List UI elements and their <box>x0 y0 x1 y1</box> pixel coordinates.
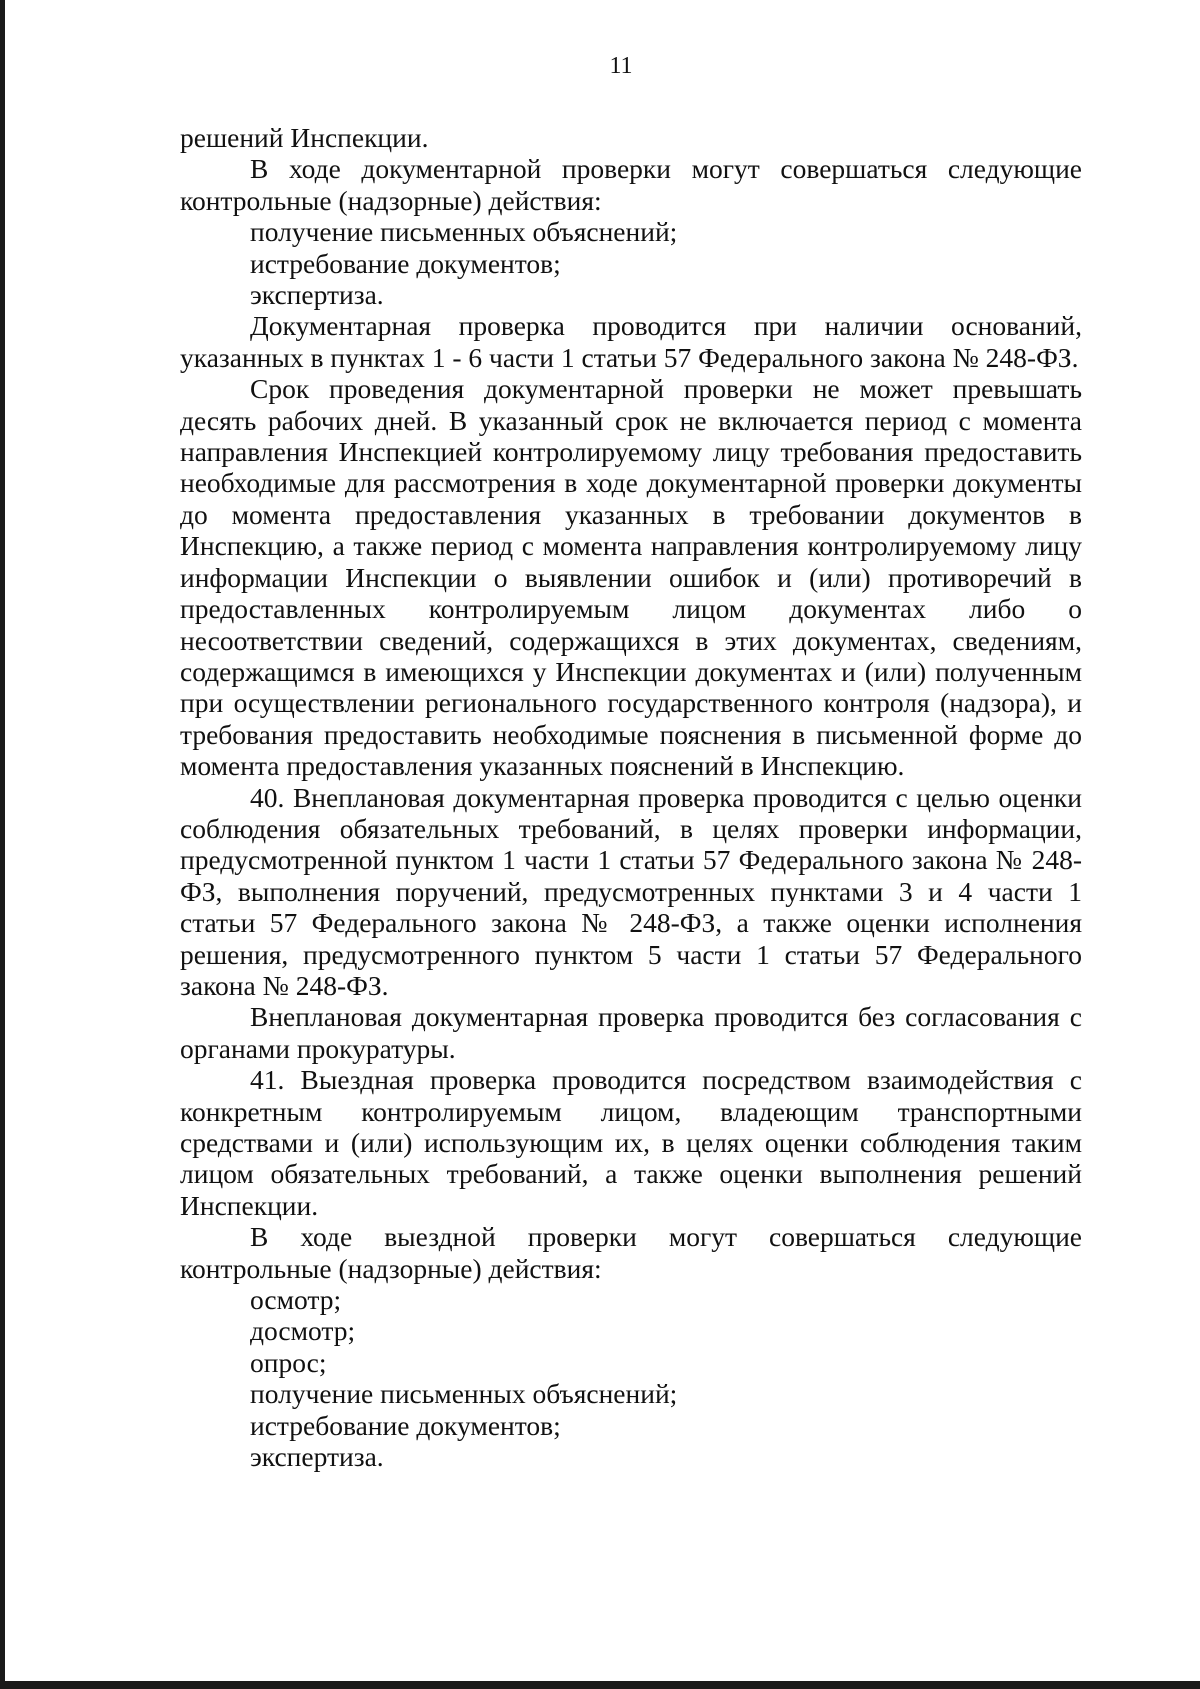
list-item: истребование документов; <box>250 1409 561 1441</box>
paragraph: Срок проведения документарной проверки не может превышать десять рабочих дней. В указанный срок не включается период с момента направления Инспекцией контролируемому лицу требования предоставить необходимые для рассмотрения в ходе документарной проверки документы до момента предоставления указанных в требовании документов в Инспекцию, а также период с момента направления контролируемому лицу информации Инспекции о выявлении ошибок и (или) противоречий в предоставленных контролируемым лицом документах либо о несоответствии сведений, содержащихся в этих документах, сведениям, содержащимся в имеющихся у Инспекции документах и (или) полученным при осуществлении регионального государственного контроля (надзора), и требования предоставить необходимые пояснения в письменной форме до момента предоставления указанных пояснений в Инспекцию. <box>180 373 1082 782</box>
list-item: опрос; <box>250 1346 327 1378</box>
list-item: получение письменных объяснений; <box>250 1378 678 1410</box>
paragraph: В ходе выездной проверки могут совершаться следующие контрольные (надзорные) действия: <box>180 1221 1082 1284</box>
paragraph: Документарная проверка проводится при наличии оснований, указанных в пунктах 1 - 6 части 1 статьи 57 Федерального закона № 248-ФЗ. <box>180 310 1082 373</box>
list-item: осмотр; <box>250 1284 342 1316</box>
document-page <box>180 52 1082 1472</box>
page-number: 11 <box>609 53 633 79</box>
paragraph-section-41: 41. Выездная проверка проводится посредством взаимодействия с конкретным контролируемым лицом, владеющим транспортными средствами и (или) использующим их, в целях оценки соблюдения таким лицом обязательных требований, а также оценки выполнения решений Инспекции. <box>180 1064 1082 1221</box>
list-item: досмотр; <box>250 1315 356 1347</box>
paragraph: В ходе документарной проверки могут совершаться следующие контрольные (надзорные) действия: <box>180 153 1082 216</box>
scan-border-left <box>0 0 5 1689</box>
scan-border-bottom <box>0 1681 1200 1689</box>
list-item: экспертиза. <box>250 279 384 311</box>
list-item: экспертиза. <box>250 1441 384 1473</box>
paragraph-section-40: 40. Внеплановая документарная проверка проводится с целью оценки соблюдения обязательных требований, в целях проверки информации, предусмотренной пунктом 1 части 1 статьи 57 Федерального закона № 248-ФЗ, выполнения поручений, предусмотренных пунктами 3 и 4 части 1 статьи 57 Федерального закона № 248-ФЗ, а также оценки исполнения решения, предусмотренного пунктом 5 части 1 статьи 57 Федерального закона № 248-ФЗ. <box>180 781 1082 1001</box>
paragraph: решений Инспекции. <box>180 122 429 153</box>
list-item: получение письменных объяснений; <box>250 216 678 248</box>
list-item: истребование документов; <box>250 247 561 279</box>
paragraph: Внеплановая документарная проверка проводится без согласования с органами прокуратуры. <box>180 1001 1082 1064</box>
